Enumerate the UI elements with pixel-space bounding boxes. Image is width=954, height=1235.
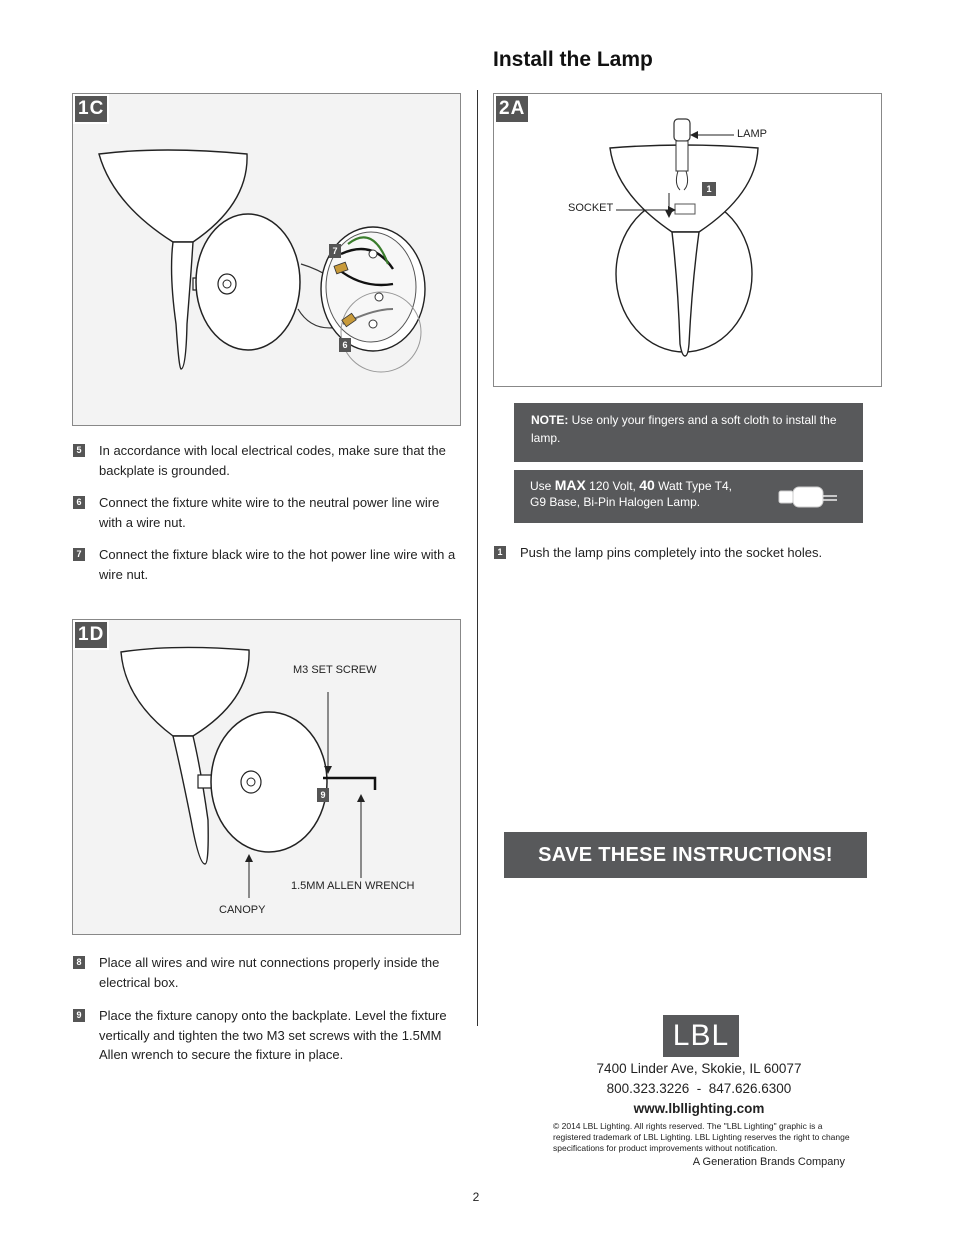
- step-marker-7: 7: [329, 244, 341, 258]
- lbl-logo: LBL: [663, 1015, 739, 1057]
- step-number: 7: [73, 548, 85, 561]
- step-text: In accordance with local electrical codes, make sure that the backplate is grounded.: [99, 443, 446, 478]
- step-number: 6: [73, 496, 85, 509]
- step-number: 1: [494, 546, 506, 559]
- step-marker-9: 9: [317, 788, 329, 802]
- panel-2a: [493, 93, 882, 387]
- step-6: [73, 493, 463, 533]
- page-number: 2: [472, 1190, 480, 1204]
- step-1: [494, 543, 894, 565]
- label-lamp: LAMP: [737, 128, 767, 140]
- column-divider: [477, 90, 478, 1026]
- spec-watt-number: 40: [639, 477, 655, 493]
- step-text: Push the lamp pins completely into the socket holes.: [520, 545, 823, 560]
- panel-tag-1d: 1D: [73, 620, 109, 650]
- note-box: [514, 403, 863, 462]
- step-text: Connect the fixture white wire to the neutral power line wire with a wire nut.: [99, 495, 440, 530]
- label-canopy: CANOPY: [219, 904, 266, 916]
- wiring-diagram: [73, 94, 460, 425]
- step-8: [73, 953, 463, 993]
- company-address: 7400 Linder Ave, Skokie, IL 60077: [596, 1061, 802, 1076]
- step-number: 5: [73, 444, 85, 457]
- step-text: Place all wires and wire nut connections properly inside the electrical box.: [99, 955, 440, 990]
- legal-text: © 2014 LBL Lighting. All rights reserved. The "LBL Lighting" graphic is a registered trademark of LBL Lighting. LBL Lighting reserves the right to change specifications for product improvements without notification.: [553, 1121, 850, 1153]
- lamp-spec-line-2: G9 Base, Bi-Pin Halogen Lamp.: [530, 495, 701, 509]
- label-allen-wrench: 1.5MM ALLEN WRENCH: [291, 880, 415, 892]
- spec-use: Use: [530, 479, 552, 493]
- panel-tag-2a: 2A: [494, 94, 530, 124]
- step-marker-6: 6: [339, 338, 351, 352]
- label-m3-set-screw: M3 SET SCREW: [293, 664, 377, 676]
- step-9: [73, 1006, 463, 1066]
- save-instructions-banner: SAVE THESE INSTRUCTIONS!: [504, 832, 867, 878]
- parent-company: A Generation Brands Company: [692, 1156, 845, 1168]
- halogen-lamp-icon: [771, 482, 851, 510]
- spec-watt-text: Watt Type T4,: [658, 479, 732, 493]
- note-label: NOTE:: [531, 413, 569, 427]
- lamp-install-diagram: [494, 94, 881, 386]
- lamp-spec-box: [514, 470, 863, 523]
- company-website[interactable]: www.lbllighting.com: [633, 1101, 765, 1116]
- step-5: [73, 441, 463, 481]
- note-text: Use only your fingers and a soft cloth to install the lamp.: [531, 413, 837, 445]
- page-title: Install the Lamp: [493, 48, 653, 71]
- spec-volt: 120 Volt,: [589, 479, 636, 493]
- step-marker-1: 1: [702, 182, 716, 196]
- label-socket: SOCKET: [568, 202, 614, 214]
- step-text: Connect the fixture black wire to the hot power line wire with a wire nut.: [99, 547, 456, 582]
- panel-tag-1c: 1C: [73, 94, 109, 124]
- step-text: Place the fixture canopy onto the backplate. Level the fixture vertically and tighten the two M3 set screws with the 1.5MM Allen wrench to secure the fixture in place.: [99, 1008, 447, 1062]
- spec-max: MAX: [554, 477, 586, 493]
- step-number: 8: [73, 956, 85, 969]
- step-7: [73, 545, 463, 585]
- panel-1c: [72, 93, 461, 426]
- panel-1d: [72, 619, 461, 935]
- step-number: 9: [73, 1009, 85, 1022]
- company-phones: 800.323.3226 - 847.626.6300: [606, 1081, 792, 1096]
